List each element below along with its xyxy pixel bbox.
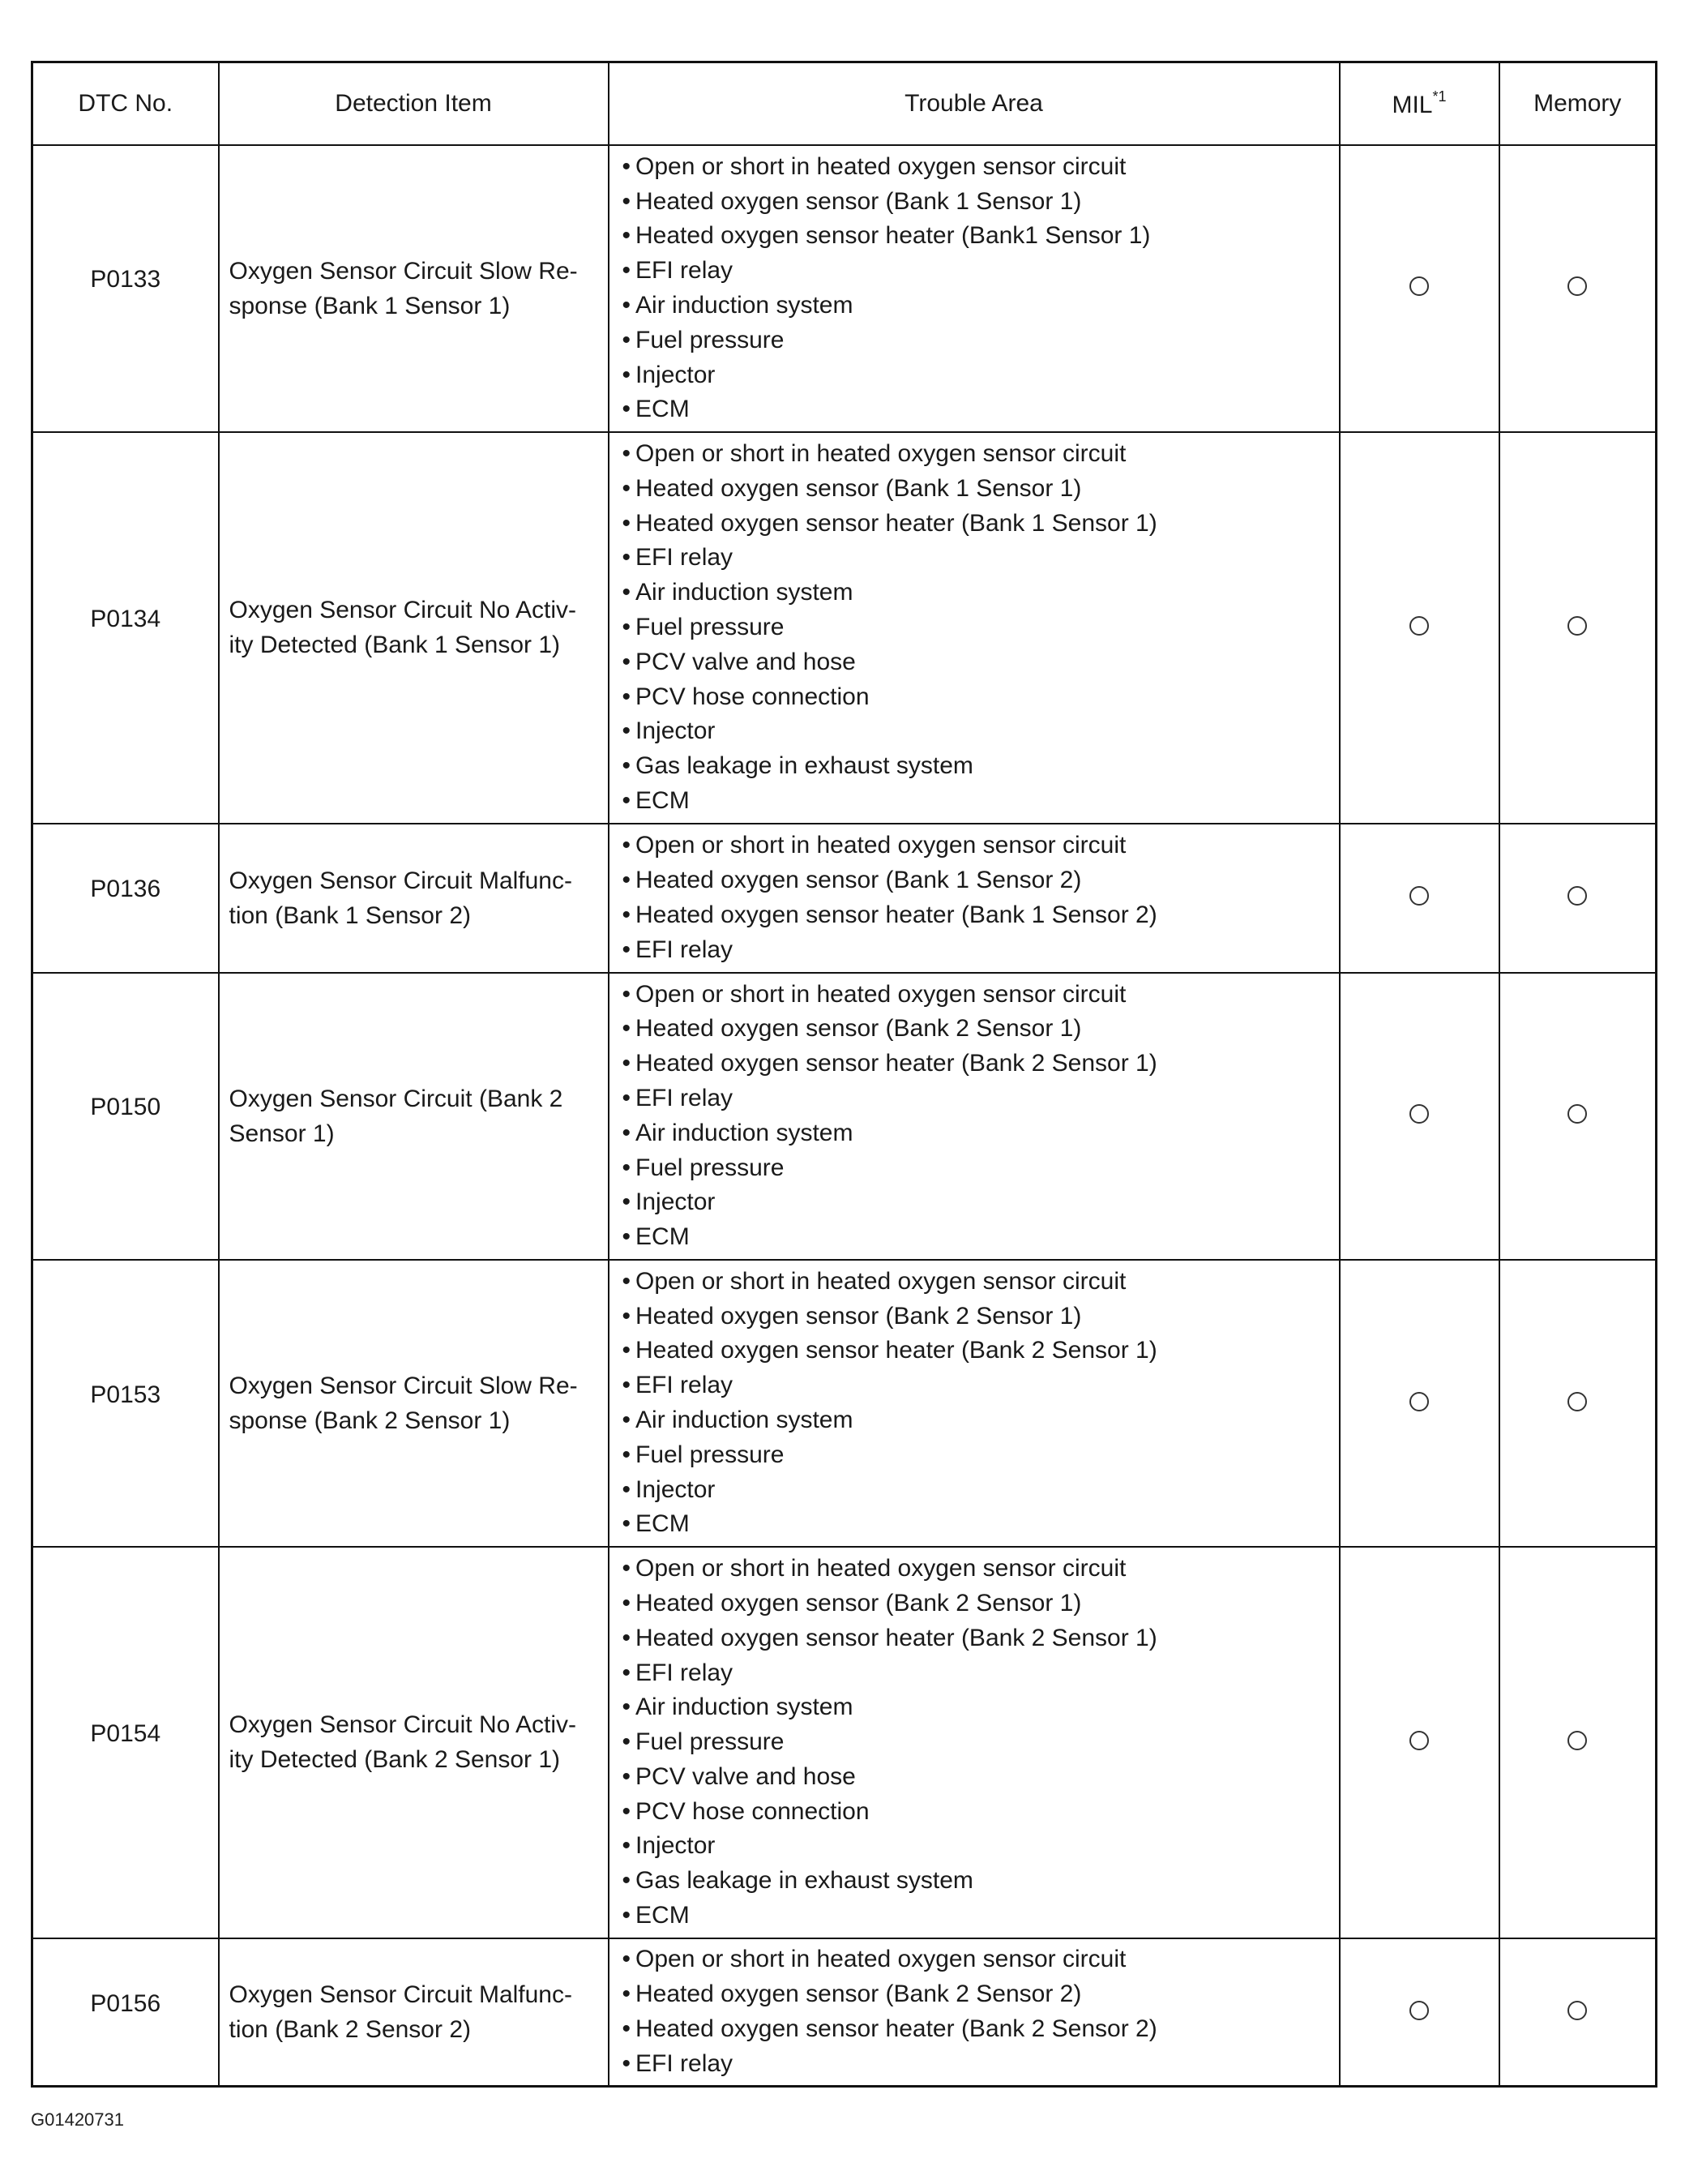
trouble-item: • Heated oxygen sensor heater (Bank1 Sensor 1) <box>622 219 1329 254</box>
trouble-item: • Injector <box>622 1829 1329 1864</box>
header-detection-item: Detection Item <box>219 62 609 146</box>
trouble-item: • Heated oxygen sensor heater (Bank 2 Sensor 2) <box>622 2012 1329 2047</box>
memory-circle-icon <box>1567 276 1587 296</box>
header-dtc-no: DTC No. <box>32 62 219 146</box>
memory-cell <box>1499 1547 1657 1938</box>
trouble-item: • Gas leakage in exhaust system <box>622 749 1329 784</box>
trouble-item: • ECM <box>622 1899 1329 1933</box>
trouble-item: • PCV hose connection <box>622 1795 1329 1830</box>
trouble-item: • Heated oxygen sensor (Bank 1 Sensor 2) <box>622 863 1329 898</box>
trouble-item: • Open or short in heated oxygen sensor circuit <box>622 150 1329 185</box>
table-row <box>32 145 1657 432</box>
trouble-item: • Injector <box>622 1473 1329 1508</box>
trouble-item: • PCV valve and hose <box>622 1760 1329 1795</box>
trouble-item: • Heated oxygen sensor heater (Bank 1 Sensor 1) <box>622 507 1329 542</box>
memory-cell <box>1499 973 1657 1260</box>
trouble-item: • Open or short in heated oxygen sensor circuit <box>622 1552 1329 1587</box>
trouble-item: • Heated oxygen sensor (Bank 2 Sensor 2) <box>622 1977 1329 2012</box>
mil-cell <box>1340 824 1499 973</box>
header-mil-label: MIL <box>1392 92 1433 118</box>
trouble-list <box>622 1265 1329 1542</box>
trouble-item: • EFI relay <box>622 254 1329 289</box>
trouble-item: • Air induction system <box>622 1116 1329 1151</box>
detection-item: Oxygen Sensor Circuit Malfunc-tion (Bank 1 Sensor 2) <box>219 824 609 973</box>
trouble-item: • ECM <box>622 392 1329 427</box>
trouble-item: • Heated oxygen sensor heater (Bank 1 Sensor 2) <box>622 898 1329 933</box>
trouble-item: • EFI relay <box>622 933 1329 968</box>
table-row <box>32 1260 1657 1547</box>
mil-circle-icon <box>1409 276 1429 296</box>
memory-cell <box>1499 824 1657 973</box>
dtc-code: P0134 <box>32 432 219 824</box>
trouble-list <box>622 150 1329 427</box>
trouble-list <box>622 437 1329 819</box>
detection-item: Oxygen Sensor Circuit No Activ-ity Detected (Bank 2 Sensor 1) <box>219 1547 609 1938</box>
trouble-list <box>622 978 1329 1255</box>
trouble-item: • Fuel pressure <box>622 1438 1329 1473</box>
trouble-item: • PCV valve and hose <box>622 645 1329 680</box>
trouble-item: • Heated oxygen sensor (Bank 1 Sensor 1) <box>622 185 1329 220</box>
dtc-table <box>31 61 1657 2088</box>
trouble-list <box>622 1942 1329 2081</box>
trouble-item: • Heated oxygen sensor (Bank 1 Sensor 1) <box>622 472 1329 507</box>
memory-circle-icon <box>1567 886 1587 906</box>
trouble-area <box>609 145 1340 432</box>
dtc-code: P0156 <box>32 1938 219 2087</box>
memory-circle-icon <box>1567 616 1587 636</box>
memory-circle-icon <box>1567 1731 1587 1750</box>
trouble-item: • EFI relay <box>622 2047 1329 2082</box>
trouble-item: • Heated oxygen sensor (Bank 2 Sensor 1) <box>622 1587 1329 1621</box>
trouble-item: • ECM <box>622 1507 1329 1542</box>
trouble-item: • ECM <box>622 784 1329 819</box>
mil-cell <box>1340 1260 1499 1547</box>
detection-item: Oxygen Sensor Circuit Malfunc-tion (Bank 2 Sensor 2) <box>219 1938 609 2087</box>
trouble-item: • Fuel pressure <box>622 323 1329 358</box>
trouble-item: • Air induction system <box>622 1403 1329 1438</box>
memory-cell <box>1499 145 1657 432</box>
mil-circle-icon <box>1409 616 1429 636</box>
trouble-item: • PCV hose connection <box>622 680 1329 715</box>
mil-cell <box>1340 432 1499 824</box>
mil-circle-icon <box>1409 1104 1429 1124</box>
trouble-item: • Gas leakage in exhaust system <box>622 1864 1329 1899</box>
trouble-item: • EFI relay <box>622 1656 1329 1691</box>
trouble-item: • ECM <box>622 1220 1329 1255</box>
table-row <box>32 824 1657 973</box>
trouble-item: • Heated oxygen sensor (Bank 2 Sensor 1) <box>622 1300 1329 1334</box>
trouble-area <box>609 432 1340 824</box>
detection-item: Oxygen Sensor Circuit Slow Re-sponse (Bank 1 Sensor 1) <box>219 145 609 432</box>
trouble-item: • Heated oxygen sensor heater (Bank 2 Sensor 1) <box>622 1047 1329 1081</box>
trouble-area <box>609 1938 1340 2087</box>
mil-cell <box>1340 145 1499 432</box>
figure-code: G01420731 <box>31 2109 124 2130</box>
dtc-code: P0150 <box>32 973 219 1260</box>
trouble-area <box>609 1260 1340 1547</box>
memory-cell <box>1499 1260 1657 1547</box>
mil-circle-icon <box>1409 886 1429 906</box>
memory-circle-icon <box>1567 2001 1587 2020</box>
header-memory: Memory <box>1499 62 1657 146</box>
detection-item: Oxygen Sensor Circuit Slow Re-sponse (Bank 2 Sensor 1) <box>219 1260 609 1547</box>
detection-item: Oxygen Sensor Circuit (Bank 2 Sensor 1) <box>219 973 609 1260</box>
trouble-item: • Air induction system <box>622 576 1329 610</box>
memory-cell <box>1499 432 1657 824</box>
memory-circle-icon <box>1567 1392 1587 1411</box>
trouble-item: • EFI relay <box>622 541 1329 576</box>
trouble-area <box>609 973 1340 1260</box>
mil-circle-icon <box>1409 2001 1429 2020</box>
trouble-item: • Injector <box>622 1185 1329 1220</box>
trouble-item: • Heated oxygen sensor (Bank 2 Sensor 1) <box>622 1012 1329 1047</box>
trouble-item: • Injector <box>622 358 1329 393</box>
trouble-item: • Fuel pressure <box>622 1151 1329 1186</box>
trouble-item: • Open or short in heated oxygen sensor circuit <box>622 1942 1329 1977</box>
memory-circle-icon <box>1567 1104 1587 1124</box>
trouble-item: • Open or short in heated oxygen sensor circuit <box>622 829 1329 863</box>
trouble-item: • Heated oxygen sensor heater (Bank 2 Sensor 1) <box>622 1621 1329 1656</box>
mil-cell <box>1340 973 1499 1260</box>
trouble-item: • Open or short in heated oxygen sensor circuit <box>622 978 1329 1013</box>
table-header-row <box>32 62 1657 146</box>
dtc-code: P0136 <box>32 824 219 973</box>
dtc-code: P0153 <box>32 1260 219 1547</box>
trouble-item: • Air induction system <box>622 1690 1329 1725</box>
memory-cell <box>1499 1938 1657 2087</box>
header-trouble-area: Trouble Area <box>609 62 1340 146</box>
mil-circle-icon <box>1409 1392 1429 1411</box>
table-row <box>32 973 1657 1260</box>
mil-cell <box>1340 1938 1499 2087</box>
table-row <box>32 432 1657 824</box>
dtc-code: P0154 <box>32 1547 219 1938</box>
trouble-item: • Fuel pressure <box>622 610 1329 645</box>
trouble-list <box>622 829 1329 967</box>
mil-cell <box>1340 1547 1499 1938</box>
trouble-item: • EFI relay <box>622 1081 1329 1116</box>
detection-item: Oxygen Sensor Circuit No Activ-ity Detected (Bank 1 Sensor 1) <box>219 432 609 824</box>
mil-circle-icon <box>1409 1731 1429 1750</box>
trouble-area <box>609 824 1340 973</box>
trouble-item: • Air induction system <box>622 289 1329 323</box>
trouble-area <box>609 1547 1340 1938</box>
trouble-item: • Injector <box>622 714 1329 749</box>
trouble-item: • Fuel pressure <box>622 1725 1329 1760</box>
trouble-item: • Heated oxygen sensor heater (Bank 2 Sensor 1) <box>622 1334 1329 1368</box>
table-row <box>32 1547 1657 1938</box>
trouble-item: • EFI relay <box>622 1368 1329 1403</box>
table-row <box>32 1938 1657 2087</box>
header-mil <box>1340 62 1499 146</box>
trouble-item: • Open or short in heated oxygen sensor circuit <box>622 437 1329 472</box>
trouble-item: • Open or short in heated oxygen sensor circuit <box>622 1265 1329 1300</box>
dtc-code: P0133 <box>32 145 219 432</box>
header-mil-footnote: *1 <box>1432 88 1447 105</box>
trouble-list <box>622 1552 1329 1933</box>
